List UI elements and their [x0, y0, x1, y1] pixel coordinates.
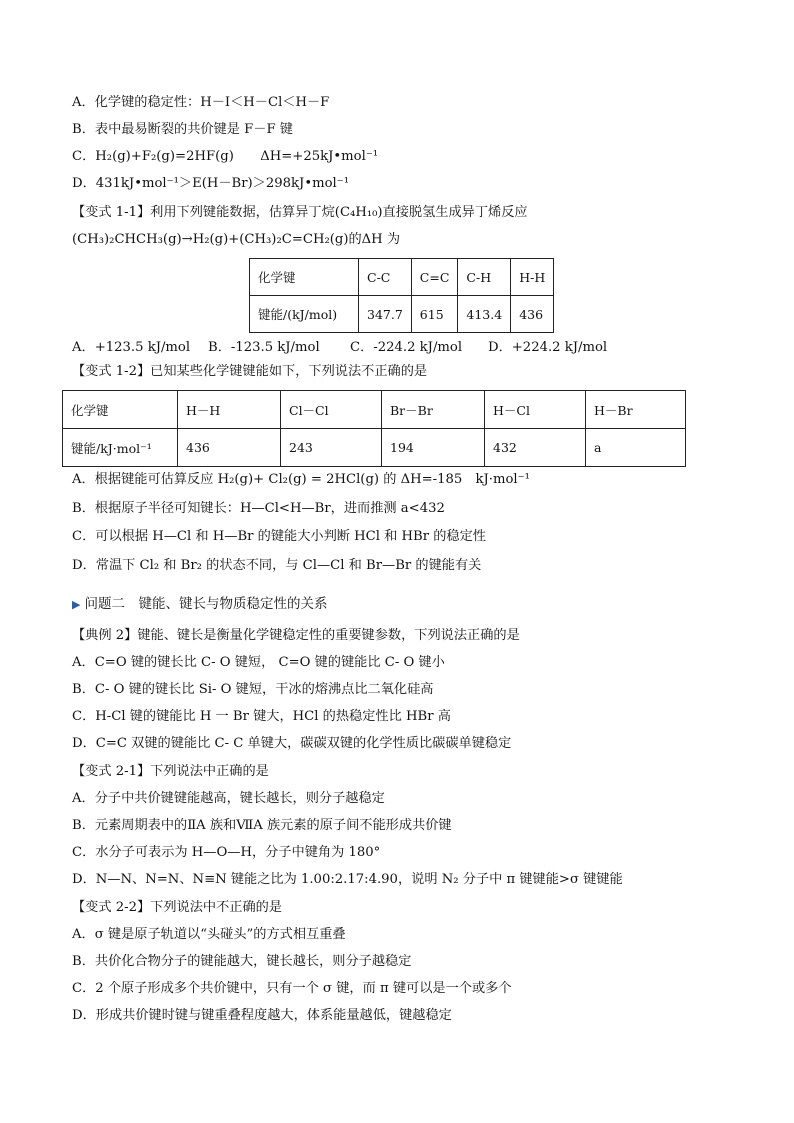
variant-2-2-option-c: C．2 个原子形成多个共价键中，只有一个 σ 键，而 π 键可以是一个或多个: [72, 981, 512, 996]
variant-1-1-answer-b: B．-123.5 kJ/mol: [208, 340, 320, 355]
bond-energy-table-1: [249, 258, 554, 333]
table-row: [250, 296, 554, 333]
table-cell: H－H: [178, 391, 281, 429]
variant-1-1-answer-a: A．+123.5 kJ/mol: [72, 340, 191, 355]
example-2-heading: 【典例 2】键能、键长是衡量化学键稳定性的重要键参数，下列说法正确的是: [72, 628, 520, 643]
q1-option-d: D．431kJ•mol⁻¹＞E(H－Br)＞298kJ•mol⁻¹: [72, 176, 350, 191]
example-2-option-d: D．C=C 双键的键能比 C- C 单键大，碳碳双键的化学性质比碳碳单键稳定: [72, 736, 512, 751]
table-cell: 键能/(kJ/mol): [250, 296, 359, 333]
table-cell: 436: [178, 429, 281, 467]
q1-option-c: C．H₂(g)+F₂(g)=2HF(g) ΔH=+25kJ•mol⁻¹: [72, 149, 379, 164]
variant-1-2-heading: 【变式 1-2】已知某些化学键键能如下，下列说法不正确的是: [72, 364, 428, 379]
variant-1-2-option-b: B．根据原子半径可知键长：H—Cl<H—Br，进而推测 a<432: [72, 501, 445, 516]
table-cell: a: [586, 429, 686, 467]
variant-2-1-option-c: C．水分子可表示为 H—O—H，分子中键角为 180°: [72, 845, 381, 860]
variant-2-2-option-d: D．形成共价键时键与键重叠程度越大，体系能量越低，键越稳定: [72, 1008, 452, 1023]
variant-2-2-option-b: B．共价化合物分子的键能越大，键长越长，则分子越稳定: [72, 954, 412, 969]
table-row: [63, 429, 686, 467]
table-cell: 243: [281, 429, 382, 467]
q1-option-b: B．表中最易断裂的共价键是 F－F 键: [72, 122, 293, 137]
example-2-option-c: C．H-Cl 键的键能比 H 一 Br 键大，HCl 的热稳定性比 HBr 高: [72, 709, 451, 724]
table-cell: C=C: [411, 259, 458, 296]
variant-1-2-option-c: C．可以根据 H—Cl 和 H—Br 的键能大小判断 HCl 和 HBr 的稳定性: [72, 529, 486, 544]
table-cell: 键能/kJ·mol⁻¹: [63, 429, 178, 467]
variant-1-1-answer-c: C．-224.2 kJ/mol: [350, 340, 463, 355]
variant-1-1-reaction: (CH₃)₂CHCH₃(g)→H₂(g)+(CH₃)₂C=CH₂(g)的ΔH 为: [72, 232, 401, 247]
table-row: [250, 259, 554, 296]
variant-2-1-heading: 【变式 2-1】下列说法中正确的是: [72, 764, 269, 779]
section-title: 问题二 键能、键长与物质稳定性的关系: [84, 596, 328, 612]
table-cell: Br－Br: [382, 391, 485, 429]
table-cell: 347.7: [359, 296, 412, 333]
variant-1-2-option-d: D．常温下 Cl₂ 和 Br₂ 的状态不同，与 Cl—Cl 和 Br—Br 的键能有关: [72, 558, 482, 573]
table-cell: H-H: [511, 259, 554, 296]
table-cell: C-H: [458, 259, 511, 296]
variant-1-2-option-a: A．根据键能可估算反应 H₂(g)+ Cl₂(g) = 2HCl(g) 的 ΔH=-185 kJ·mol⁻¹: [72, 472, 530, 487]
variant-1-1-heading: 【变式 1-1】利用下列键能数据，估算异丁烷(C₄H₁₀)直接脱氢生成异丁烯反应: [72, 205, 528, 220]
example-2-option-a: A．C=O 键的键长比 C- O 键短， C=O 键的键能比 C- O 键小: [72, 655, 445, 670]
variant-2-1-option-a: A．分子中共价键键能越高，键长越长，则分子越稳定: [72, 791, 385, 806]
bond-energy-table-2: [62, 390, 686, 467]
variant-2-1-option-b: B．元素周期表中的ⅡA 族和ⅦA 族元素的原子间不能形成共价键: [72, 818, 452, 833]
variant-2-1-option-d: D．N—N、N=N、N≡N 键能之比为 1.00:2.17:4.90，说明 N₂ 分子中 π 键键能>σ 键键能: [72, 872, 623, 887]
table-cell: 化学键: [63, 391, 178, 429]
table-cell: H－Br: [586, 391, 686, 429]
table-cell: Cl－Cl: [281, 391, 382, 429]
table-cell: 化学键: [250, 259, 359, 296]
table-cell: 436: [511, 296, 554, 333]
table-cell: 615: [411, 296, 458, 333]
variant-2-2-heading: 【变式 2-2】下列说法中不正确的是: [72, 900, 283, 915]
section-heading: [72, 592, 327, 612]
table-cell: C-C: [359, 259, 412, 296]
table-row: [63, 391, 686, 429]
table-cell: 432: [485, 429, 586, 467]
q1-option-a: A．化学键的稳定性：H－I＜H－Cl＜H－F: [72, 95, 330, 110]
variant-1-1-answer-d: D．+224.2 kJ/mol: [488, 340, 608, 355]
table-cell: 194: [382, 429, 485, 467]
example-2-option-b: B．C- O 键的键长比 Si- O 键短，干冰的熔沸点比二氧化硅高: [72, 682, 434, 697]
triangle-marker-icon: ▶: [72, 598, 81, 611]
table-cell: H－Cl: [485, 391, 586, 429]
variant-2-2-option-a: A．σ 键是原子轨道以“头碰头”的方式相互重叠: [72, 927, 346, 942]
table-cell: 413.4: [458, 296, 511, 333]
